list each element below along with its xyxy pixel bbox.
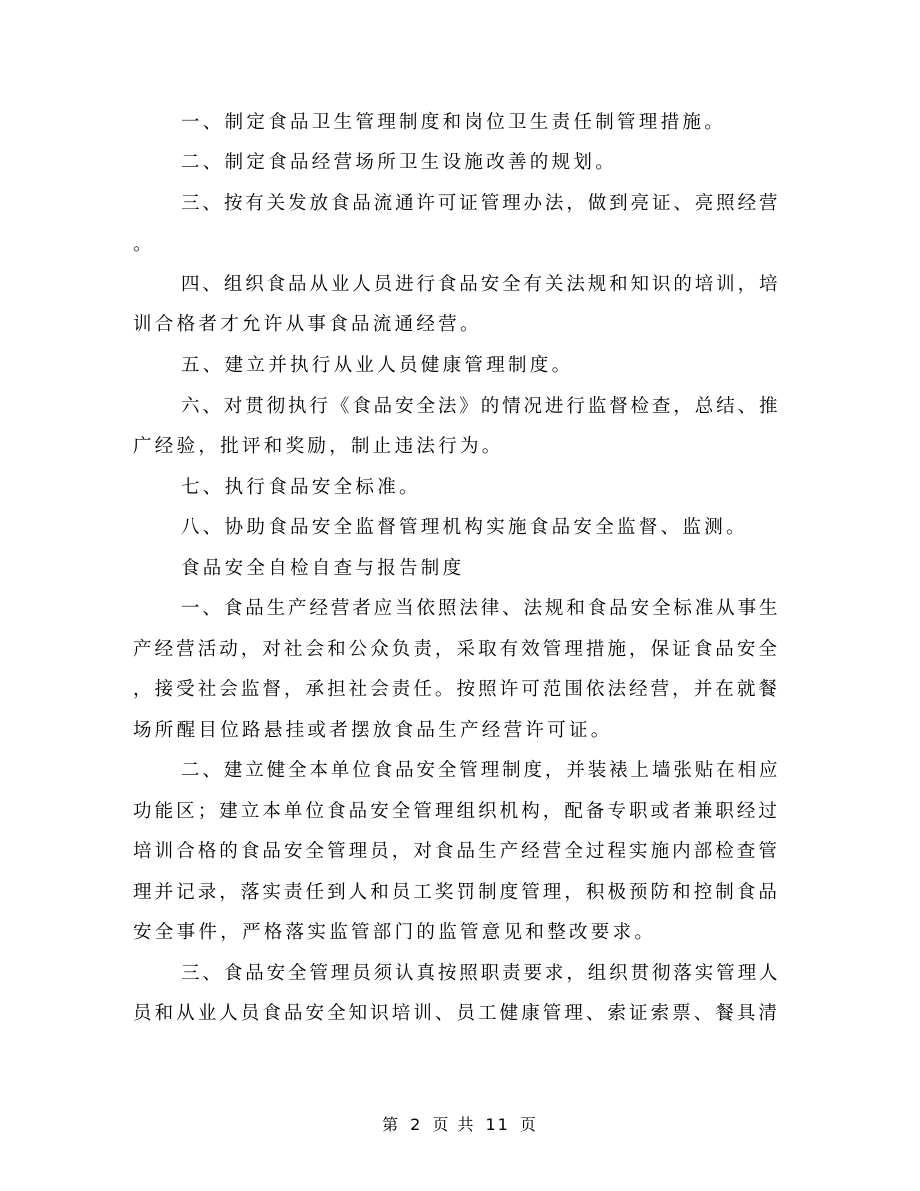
paragraph-line: 功能区；建立本单位食品安全管理组织机构，配备专职或者兼职经过 [133,801,781,822]
paragraph-line: 二、建立健全本单位食品安全管理制度，并装裱上墙张贴在相应 [181,760,781,781]
paragraph-line: 六、对贯彻执行《食品安全法》的情况进行监督检查，总结、推 [181,396,781,417]
paragraph-line: 产经营活动，对社会和公众负责，采取有效管理措施，保证食品安全 [133,639,781,660]
paragraph-line: 广经验，批评和奖励，制止违法行为。 [133,436,504,457]
paragraph-line: 理并记录，落实责任到人和员工奖罚制度管理，积极预防和控制食品 [133,882,781,903]
paragraph-line: 七、执行食品安全标准。 [181,477,421,498]
total-pages-number: 11 [485,1115,510,1134]
current-page-number: 2 [410,1115,423,1134]
paragraph-line: 一、制定食品卫生管理制度和岗位卫生责任制管理措施。 [181,112,727,133]
page-label-suffix: 页 [519,1115,538,1134]
paragraph-line: 场所醒目位路悬挂或者摆放食品生产经营许可证。 [133,720,613,741]
paragraph-line: 培训合格的食品安全管理员，对食品生产经营全过程实施内部检查管 [133,841,781,862]
page-label-prefix: 第 [382,1115,401,1134]
paragraph-line: 四、组织食品从业人员进行食品安全有关法规和知识的培训，培 [181,274,781,295]
paragraph-line: ，接受社会监督，承担社会责任。按照许可范围依法经营，并在就餐 [133,679,781,700]
paragraph-line: 三、按有关发放食品流通许可证管理办法，做到亮证、亮照经营 [181,193,781,214]
paragraph-line: 三、食品安全管理员须认真按照职责要求，组织贯彻落实管理人 [181,963,781,984]
page-footer [0,1115,920,1135]
paragraph-line: 二、制定食品经营场所卫生设施改善的规划。 [181,152,618,173]
paragraph-line: 五、建立并执行从业人员健康管理制度。 [181,355,574,376]
paragraph-line: 安全事件，严格落实监管部门的监管意见和整改要求。 [133,922,657,943]
section-heading: 食品安全自检自查与报告制度 [181,558,465,579]
paragraph-line: 一、食品生产经营者应当依照法律、法规和食品安全标准从事生 [181,598,781,619]
paragraph-line: 八、协助食品安全监督管理机构实施食品安全监督、监测。 [181,517,748,538]
paragraph-line: 。 [133,234,155,255]
paragraph-line: 训合格者才允许从事食品流通经营。 [133,314,482,335]
paragraph-line: 员和从业人员食品安全知识培训、员工健康管理、索证索票、餐具清 [133,1003,781,1024]
page-label-mid: 页 共 [432,1115,476,1134]
